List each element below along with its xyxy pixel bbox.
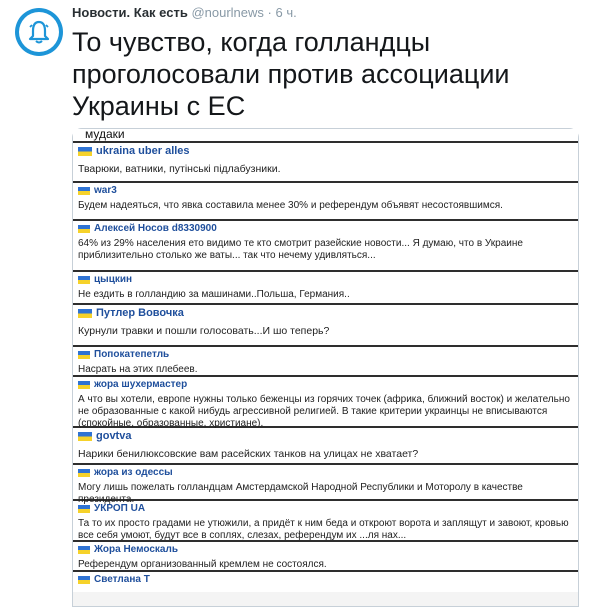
comment-username: war3 xyxy=(94,185,117,196)
ukraine-flag-icon xyxy=(78,309,92,318)
comment-header xyxy=(78,223,572,234)
comment-header xyxy=(78,349,572,360)
ukraine-flag-icon xyxy=(78,546,90,554)
ukraine-flag-icon xyxy=(78,505,90,513)
ukraine-flag-icon xyxy=(78,381,90,389)
bell-icon xyxy=(25,18,53,46)
avatar[interactable] xyxy=(15,8,63,56)
comment-text: Та то их просто градами не утюжили, а придёт к ним беда и откроют ворота и заплящут и завоют, кровью все себя умоют, будут все в соплях, слезах, референдум их ...ля нах... xyxy=(78,518,569,541)
comment-text: Не ездить в голландию за машинами..Польша, Германия.. xyxy=(78,289,350,300)
tweet-timestamp[interactable]: 6 ч. xyxy=(275,5,297,20)
comment-username: УКРОП UA xyxy=(94,503,146,514)
comment-text: Нарики бенилюксовские вам расейских танков на улицах не хватает? xyxy=(78,448,419,460)
comment-item xyxy=(73,375,578,429)
comment-username: ukraina uber alles xyxy=(96,145,190,157)
comment-header xyxy=(78,185,572,196)
comment-item xyxy=(73,426,578,463)
comment-item xyxy=(73,540,578,570)
comment-item xyxy=(73,270,578,303)
comment-text: Будем надеяться, что явка составила менее 30% и референдум объявят несостоявшимся. xyxy=(78,200,503,211)
comment-header xyxy=(78,379,572,390)
author-name[interactable]: Новости. Как есть xyxy=(72,5,188,20)
comment-header xyxy=(78,274,572,285)
comment-text: А что вы хотели, европе нужны только беженцы из горячих точек (африка, ближний восток) и желательно не образованные с какой нибудь агрессивной религией. В такие критерии украинцы не вписываются (спокойные, образованные, христиане). xyxy=(78,394,570,429)
comment-header xyxy=(78,145,572,157)
comment-username: жора из одессы xyxy=(94,467,173,478)
ukraine-flag-icon xyxy=(78,187,90,195)
ukraine-flag-icon xyxy=(78,276,90,284)
comment-item xyxy=(73,303,578,345)
comment-header xyxy=(78,544,572,555)
comment-item xyxy=(73,499,578,540)
comment-username: Попокатепетль xyxy=(94,349,170,360)
comment-username: жора шухермастер xyxy=(94,379,188,390)
ukraine-flag-icon xyxy=(78,432,92,441)
comment-username: Путлер Вовочка xyxy=(96,307,184,319)
comment-text: Референдум организованный кремлем не состоялся. xyxy=(78,559,327,570)
comment-item xyxy=(73,463,578,505)
comment-item xyxy=(73,570,578,592)
comment-item xyxy=(73,141,578,181)
attached-screenshot[interactable] xyxy=(72,128,579,607)
comment-username: Светлана Т xyxy=(94,574,150,585)
comment-header xyxy=(78,574,572,585)
comment-text: Могу лишь пожелать голландцам Амстердамской Народной Республики и Моторолу в качестве президента. xyxy=(78,482,523,505)
ukraine-flag-icon xyxy=(78,147,92,156)
ukraine-flag-icon xyxy=(78,351,90,359)
comment-header xyxy=(78,467,572,478)
comment-text: Тварюки, ватники, путінські підлабузники. xyxy=(78,163,281,175)
ukraine-flag-icon xyxy=(78,469,90,477)
tweet-header xyxy=(72,5,297,20)
comment-header xyxy=(78,307,572,319)
author-handle[interactable]: @nourlnews xyxy=(191,5,264,20)
comment-item xyxy=(73,345,578,375)
comment-item xyxy=(73,219,578,270)
cut-off-comment-text: мудаки xyxy=(73,129,578,141)
comment-text: Насрать на этих плебеев. xyxy=(78,364,198,375)
comment-text: Курнули травки и пошли голосовать...И шо теперь? xyxy=(78,325,330,337)
ukraine-flag-icon xyxy=(78,225,90,233)
avatar-inner xyxy=(19,12,59,52)
comment-item xyxy=(73,181,578,219)
tweet-text: То чувство, когда голландцы проголосовали против ассоциации Украины с ЕС xyxy=(72,27,510,121)
comment-header xyxy=(78,430,572,442)
ukraine-flag-icon xyxy=(78,576,90,584)
comment-header xyxy=(78,503,572,514)
separator-dot: · xyxy=(267,5,272,20)
comment-text: 64% из 29% населения ето видимо те кто смотрит разейские новости... Я думаю, что в Украине приблизительно столько же ваты... так что нечему удивляться... xyxy=(78,238,523,261)
comment-username: govtva xyxy=(96,430,132,442)
comment-username: Алексей Носов d8330900 xyxy=(94,223,217,234)
comment-username: цыцкин xyxy=(94,274,133,285)
comment-username: Жора Немоскаль xyxy=(94,544,178,555)
